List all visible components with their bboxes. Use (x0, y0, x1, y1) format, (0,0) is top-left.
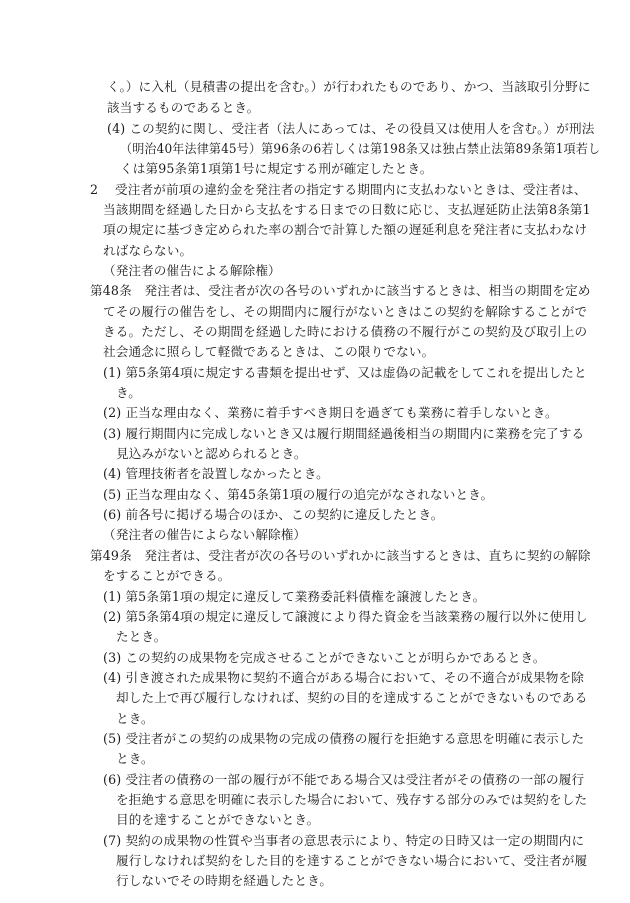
text-line: とき。 (116, 751, 154, 766)
text-line: 見込みがないと認められるとき。 (116, 446, 307, 461)
text-line: 目的を達することができないとき。 (116, 812, 320, 827)
list-item: (5) 受注者がこの契約の成果物の完成の債務の履行を拒絶する意思を明確に表示した (103, 731, 585, 746)
paragraph-start: 2 受注者が前項の違約金を発注者の指定する期間内に支払わないときは、受注者は、 (90, 182, 587, 197)
text-line: たとき。 (116, 629, 167, 644)
list-item: (7) 契約の成果物の性質や当事者の意思表示により、特定の日時又は一定の期間内に (103, 833, 585, 848)
text-line: とき。 (116, 711, 154, 726)
text-line: 当該期間を経過した日から支払をする日までの日数に応じ、支払遅延防止法第8条第1 (103, 202, 591, 217)
list-item: (4) 引き渡された成果物に契約不適合がある場合において、その不適合が成果物を除 (103, 670, 584, 685)
text-line: く。）に入札（見積書の提出を含む。）が行われたものであり、かつ、当該取引分野に (107, 79, 591, 94)
list-item: (2) 第5条第4項の規定に違反して譲渡により得た資金を当該業務の履行以外に使用し (103, 609, 588, 624)
text-line: 該当するものであるとき。 (107, 100, 260, 115)
list-item: (2) 正当な理由なく、業務に着手すべき期日を過ぎても業務に着手しないとき。 (103, 405, 558, 420)
list-item: (6) 受注者の債務の一部の履行が不能である場合又は受注者がその債務の一部の履行 (103, 772, 585, 787)
section-heading: （発注者の催告による解除権） (103, 263, 281, 278)
text-line: 行しないでその時期を経過したとき。 (116, 873, 333, 888)
list-item: (6) 前各号に掲げる場合のほか、この契約に違反したとき。 (103, 507, 444, 522)
list-item: (3) この契約の成果物を完成させることができないことが明らかであるとき。 (103, 650, 546, 665)
text-line: 履行しなければ契約をした目的を達することができない場合において、受注者が履 (116, 853, 588, 868)
article-start: 第48条 発注者は、受注者が次の各号のいずれかに該当するときは、相当の期間を定め (90, 283, 591, 298)
list-item: (4) この契約に関し、受注者（法人にあっては、その役員又は使用人を含む。）が刑法 (107, 121, 595, 136)
section-heading: （発注者の催告によらない解除権） (103, 527, 307, 542)
text-line: きる。ただし、その期間を経過した時における債務の不履行がこの契約及び取引上の (103, 324, 588, 339)
text-line: （明治40年法律第45号）第96条の6若しくは第198条又は独占禁止法第89条第1項若し (120, 141, 601, 156)
list-item: (1) 第5条第1項の規定に違反して業務委託料債権を譲渡したとき。 (103, 589, 486, 604)
text-line: 社会通念に照らして軽微であるときは、この限りでない。 (103, 344, 435, 359)
text-line: き。 (116, 385, 141, 400)
text-line: をすることができる。 (103, 568, 231, 583)
text-line: ればならない。 (103, 243, 193, 258)
list-item: (5) 正当な理由なく、第45条第1項の履行の追完がなされないとき。 (103, 487, 494, 502)
text-line: 却した上で再び履行しなければ、契約の目的を達成することができないものである (116, 690, 588, 705)
list-item: (3) 履行期間内に完成しないとき又は履行期間経過後相当の期間内に業務を完了する (103, 426, 585, 441)
list-item: (1) 第5条第4項に規定する書類を提出せず、又は虚偽の記載をしてこれを提出したと (103, 365, 587, 380)
text-line: 項の規定に基づき定められた率の割合で計算した額の遅延利息を発注者に支払わなけ (103, 222, 588, 237)
text-line: を拒絶する意思を明確に表示した場合において、残存する部分のみでは契約をした (116, 792, 588, 807)
list-item: (4) 管理技術者を設置しなかったとき。 (103, 466, 329, 481)
text-line: てその履行の催告をし、その期間内に履行がないときはこの契約を解除することがで (103, 304, 588, 319)
article-start: 第49条 発注者は、受注者が次の各号のいずれかに該当するときは、直ちに契約の解除 (90, 548, 591, 563)
text-line: くは第95条第1項第1号に規定する刑が確定したとき。 (120, 161, 433, 176)
